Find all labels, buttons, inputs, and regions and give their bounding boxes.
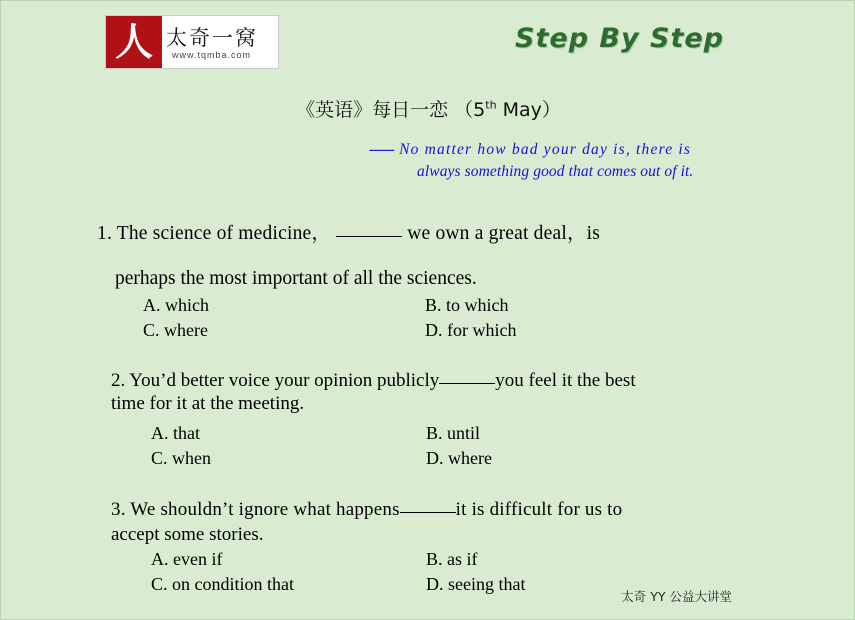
footer-text: 太奇 YY 公益大讲堂	[621, 589, 732, 604]
question-2	[111, 369, 751, 415]
logo-red-block	[106, 16, 162, 68]
question-1-options	[143, 293, 516, 343]
option-d[interactable]: D. where	[426, 448, 492, 468]
question-1-line-1	[97, 211, 797, 256]
brand-logo	[105, 15, 279, 69]
option-row	[143, 293, 516, 318]
question-3-line-1	[111, 497, 756, 522]
quote-line-1	[369, 139, 829, 161]
question-2-line-2: time for it at the meeting.	[111, 393, 305, 414]
option-a[interactable]: A. that	[151, 423, 200, 443]
daily-quote	[369, 139, 829, 183]
question-1-blank	[336, 236, 402, 237]
logo-person-icon: 人	[115, 20, 154, 64]
option-c[interactable]: C. on condition that	[151, 574, 294, 594]
option-b[interactable]: B. until	[426, 423, 481, 443]
subtitle-suffix: May）	[496, 99, 561, 121]
question-2-blank	[439, 383, 495, 384]
question-1-text-after: we own a great deal，is	[407, 223, 601, 244]
question-3-line-2: accept some stories.	[111, 524, 264, 545]
option-row	[151, 421, 492, 446]
question-3-blank	[400, 512, 456, 513]
quote-text-1: No matter how bad your day is, there is	[399, 141, 692, 158]
quote-line-2: always something good that comes out of it.	[417, 163, 694, 180]
question-1	[97, 211, 797, 301]
question-2-options	[151, 421, 492, 471]
question-3-text-before: 3. We shouldn’t ignore what happens	[111, 499, 400, 520]
option-row	[151, 572, 525, 597]
question-1-line-2: perhaps the most important of all the sciences.	[115, 268, 477, 289]
option-b[interactable]: B. to which	[425, 295, 509, 315]
option-d[interactable]: D. for which	[425, 320, 517, 340]
question-2-line-1	[111, 369, 751, 392]
subtitle-superscript: th	[485, 98, 497, 112]
option-a[interactable]: A. even if	[151, 549, 223, 569]
option-row	[151, 446, 492, 471]
logo-url-text: www.tqmba.com	[172, 50, 252, 60]
question-2-text-after: you feel it the best	[495, 370, 636, 391]
option-d[interactable]: D. seeing that	[426, 574, 526, 594]
option-row	[143, 318, 516, 343]
option-row	[151, 547, 525, 572]
option-a[interactable]: A. which	[143, 295, 209, 315]
quote-dashes: ------	[369, 141, 394, 158]
question-3	[111, 497, 756, 547]
page-subtitle	[1, 95, 855, 122]
option-c[interactable]: C. when	[151, 448, 211, 468]
logo-chinese-text: 太奇一窝	[166, 26, 258, 50]
question-3-text-after: it is difficult for us to	[455, 499, 623, 520]
option-c[interactable]: C. where	[143, 320, 208, 340]
brand-title: Step By Step	[515, 23, 724, 54]
question-1-text-before: 1. The science of medicine，	[97, 223, 332, 244]
question-2-text-before: 2. You’d better voice your opinion publicly	[111, 370, 440, 391]
question-3-options	[151, 547, 525, 597]
option-b[interactable]: B. as if	[426, 549, 478, 569]
subtitle-prefix: 《英语》每日一恋 （5	[296, 99, 486, 121]
